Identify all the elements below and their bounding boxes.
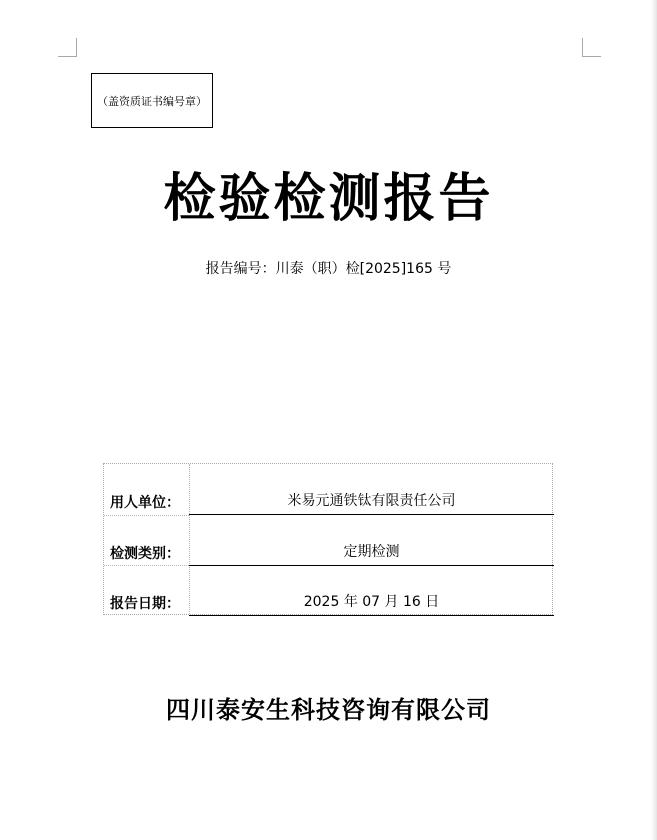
crop-mark-top-right [582,38,601,57]
report-title: 检验检测报告 [163,168,494,229]
employer-value: 米易元通铁钛有限责任公司 [189,488,554,515]
info-row-report-date [104,565,554,616]
row-divider [104,515,189,516]
report-date-value: 2025 年 07 月 16 日 [189,589,554,616]
info-row-test-category [104,515,554,566]
issuing-company: 四川泰安生科技咨询有限公司 [166,695,491,724]
test-category-value: 定期检测 [189,539,554,566]
employer-label: 用人单位： [110,495,180,511]
crop-mark-top-left [58,38,77,57]
test-category-label: 检测类别： [110,546,180,562]
row-divider [104,565,189,566]
info-row-employer [104,464,554,515]
report-date-label: 报告日期： [110,596,180,612]
report-info-table [103,463,553,615]
stamp-placeholder-box: （盖资质证书编号章） [91,73,213,128]
report-number: 报告编号：川泰（职）检[2025]165 号 [205,261,452,277]
